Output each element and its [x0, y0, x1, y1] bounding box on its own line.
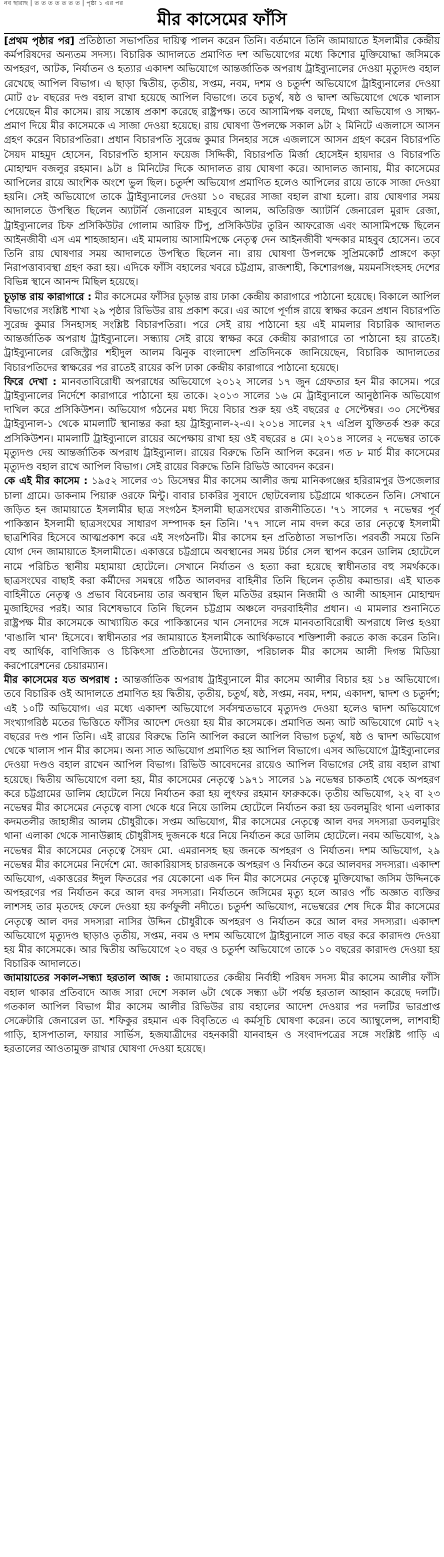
article-headline: মীর কাসেমের ফাঁসি [157, 10, 287, 30]
paragraph-lead: জামায়াতের সকাল-সন্ধ্যা হরতাল আজ : [4, 973, 169, 985]
paragraph-text: প্রতিষ্ঠাতা সভাপতির দায়িত্ব পালন করেন তিনি। বর্তমানে তিনি জামায়াতে ইসলামীর কেন্দ্রীয় কর্মপরিষদের অন্যতম সদস্য। বিচারিক আদালতে প্রমাণিত দশ অভিযোগের মধ্যে কিশোর মুক্তিযোদ্ধা জসিমকে অপহরণ, আটক, নির্যাতন ও হত্যার একাদশ অভিযোগে আন্তর্জাতিক অপরাধ ট্রাইব্যুনালের দেওয়া মৃত্যুদণ্ড বহাল রেখেছে আপিল বিভাগ। এ ছাড়া দ্বিতীয়, তৃতীয়, সপ্তম, নবম, দশম ও চতুর্দশ অভিযোগে ট্রাইব্যুনালের দেওয়া মোট ৫৮ বছরের দণ্ড বহাল রাখা হয়েছে আপিল বিভাগে। তবে চতুর্থ, ষষ্ঠ ও দ্বাদশ অভিযোগে থেকে খালাস পেয়েছেন মীর কাসেম। রায় সন্তোষ প্রকাশ করেছে রাষ্ট্রপক্ষ। তবে আসামিপক্ষ বলছে, মিথ্যা অভিযোগ ও সাক্ষ্য-প্রমাণ দিয়ে মীর কাসেমকে এ সাজা দেওয়া হয়েছে। রায় ঘোষণা উপলক্ষে সকাল ৯টা ২ মিনিটে এজলাসে আসন গ্রহণ করেন বিচারপতিরা। প্রধান বিচারপতি সুরেন্দ্র কুমার সিনহার সঙ্গে এজলাসে আসন গ্রহণ করেন বিচারপতি সৈয়দ মাহমুদ হোসেন, বিচারপতি হাসান ফয়েজ সিদ্দিকী, বিচারপতি মির্জা হোসেইন হায়দার ও বিচারপতি মোহাম্মদ বজলুর রহমান। ৯টা ৪ মিনিটের দিকে আদালত রায় ঘোষণা করে। আদালত জানায়, মীর কাসেমের আপিলের রায়ে আংশিক অংশে ভুল ছিল। চতুর্দশ অভিযোগ প্রমাণিত হলেও আপিলের রায়ে তাকে সাজা দেওয়া হয়নি। সেই অভিযোগে তাকে ট্রাইব্যুনালের দেওয়া ১০ বছরের সাজা বহাল রাখা হলো। রায় ঘোষণার সময় আদালতে উপস্থিত ছিলেন অ্যাটর্নি জেনারেল মাহবুবে আলম, অতিরিক্ত অ্যাটর্নি জেনারেল মুরাদ রেজা, ট্রাইব্যুনালের চিফ প্রসিকিউটর গোলাম আরিফ টিপু, প্রসিকিউটর তুরিন আফরোজ এবং আসামিপক্ষে ছিলেন আইনজীবী এস এম শাহজাহান। এই মামলায় আসামিপক্ষে নেতৃত্ব দেন আইনজীবী খন্দকার মাহবুব হোসেন। তবে তিনি রায় ঘোষণার সময় আদালতে উপস্থিত ছিলেন না। রায় ঘোষণা উপলক্ষে সুপ্রিমকোর্ট প্রাঙ্গণে কড়া নিরাপত্তাব্যবস্থা গ্রহণ করা হয়। এদিকে ফাঁসি বহালের খবরে চট্টগ্রাম, রাজশাহী, কিশোরগঞ্জ, ময়মনসিংহসহ দেশের বিভিন্ন স্থানে আনন্দ মিছিল হয়েছে। [4, 36, 440, 289]
article-paragraph-hartal [4, 972, 440, 1057]
paragraph-text: মানবতাবিরোধী অপরাধের অভিযোগে ২০১২ সালের ১৭ জুন গ্রেফতার হন মীর কাসেম। পরে ট্রাইব্যুনালের নির্দেশে কারাগারে পাঠানো হয় তাকে। ২০১৩ সালের ১৬ মে ট্রাইব্যুনালে আনুষ্ঠানিক অভিযোগ দাখিল করে প্রসিকিউশন। অভিযোগ গঠনের মধ্য দিয়ে বিচার শুরু হয় ওই বছরের ৫ সেপ্টেম্বর। ৩০ সেপ্টেম্বর ট্রাইব্যুনাল-১ থেকে মামলাটি স্থানান্তর করা হয় ট্রাইব্যুনাল-২-এ। ২০১৪ সালের ২৭ এপ্রিল যুক্তিতর্ক শুরু করে প্রসিকিউশন। মামলাটি ট্রাইব্যুনালে রায়ের অপেক্ষায় রাখা হয় ওই বছরের ৪ মে। ২০১৪ সালের ২ নভেম্বর তাকে মৃত্যুদণ্ড দেয় আন্তর্জাতিক অপরাধ ট্রাইব্যুনাল। রায়ের বিরুদ্ধে তিনি আপিল করেন। গত ৮ মার্চ মীর কাসেমের মৃত্যুদণ্ড বহাল রাখে আপিল বিভাগ। সেই রায়ের বিরুদ্ধে তিনি রিভিউ আবেদন করেন। [4, 376, 440, 474]
article-paragraph-verdict-to-jail [4, 291, 440, 376]
page-masthead: নব ছারাছ | ত ত ত ত ত ত ত | পৃষ্ঠা ১ এর পর [4, 0, 124, 7]
paragraph-text: ১৯৫২ সালের ৩১ ডিসেম্বর মীর কাসেম আলীর জন্ম মানিকগঞ্জের হরিরামপুর উপজেলার চালা গ্রামে। ডাকনাম পিয়ারু ওরফে মিন্টু। বাবার চাকরির সুবাদে ছোটবেলায় চট্টগ্রামে থাকতেন তিনি। সেখানে জড়িত হন জামায়াতে ইসলামীর ছাত্র সংগঠন ইসলামী ছাত্রসংঘের রাজনীতিতে। '৭১ সালের ৭ নভেম্বর পূর্ব পাকিস্তান ইসলামী ছাত্রসংঘের সাধারণ সম্পাদক হন তিনি। '৭৭ সালে নাম বদল করে তার নেতৃত্বে ইসলামী ছাত্রশিবির হিসেবে আত্মপ্রকাশ করে এই সংগঠনটি। মীর কাসেম হন প্রতিষ্ঠাতা সভাপতি। পরবর্তী সময়ে তিনি যোগ দেন জামায়াতে ইসলামীতে। একাত্তরে চট্টগ্রামে অবস্থানের সময় টর্চার সেল স্থাপন করেন ডালিম হোটেলে নামে পরিচিত স্থানীয় মহামায়া হোটেলে। সেখানে নির্যাতন ও হত্যা করা হয়েছে স্বাধীনতার বহু সমর্থককে। ছাত্রসংঘের বাছাই করা কর্মীদের সমন্বয়ে গঠিত আলবদর বাহিনীর তিনি ছিলেন তৃতীয় কমান্ডার। এই ঘাতক বাহিনীতে নেতৃত্ব ও প্রভাব বিবেচনায় তার অবস্থান ছিল মতিউর রহমান নিজামী ও আলী আহসান মোহাম্মদ মুজাহিদের পরই। আর বিশেষভাবে তিনি ছিলেন চট্টগ্রাম অঞ্চলে বদরবাহিনীর প্রধান। এ মামলার শুনানিতে রাষ্ট্রপক্ষ মীর কাসেমকে আখ্যায়িত করে পাকিস্তানের খান সেনাদের সঙ্গে মানবতাবিরোধী অপরাধে লিপ্ত হওয়া 'বাঙালি খান' হিসেবে। স্বাধীনতার পর জামায়াতে ইসলামীকে আর্থিকভাবে শক্তিশালী করতে কাজ করেন তিনি। বহু আর্থিক, বাণিজ্যিক ও চিকিৎসা প্রতিষ্ঠানের উদ্যোক্তা, পরিচালক মীর কাসেম আলী দিগন্ত মিডিয়া করপোরেশনের চেয়ারম্যান। [4, 476, 440, 672]
article-paragraph-timeline [4, 376, 440, 475]
article-paragraph-biography [4, 475, 440, 674]
paragraph-text: জামায়াতের কেন্দ্রীয় নির্বাহী পরিষদ সদস্য মীর কাসেম আলীর ফাঁসি বহাল থাকার প্রতিবাদে আজ সারা দেশে সকাল ৬টা থেকে সন্ধ্যা ৬টা পর্যন্ত হরতাল আহ্বান করেছে দলটি। গতকাল আপিল বিভাগ মীর কাসেম আলীর রিভিউর রায় বহালের আদেশ দেওয়ার পর দলটির ভারপ্রাপ্ত সেক্রেটারি জেনারেল ডা. শফিকুর রহমান এক বিবৃতিতে এ কর্মসূচি ঘোষণা করেন। তবে অ্যাম্বুলেন্স, লাশবাহী গাড়ি, হাসপাতাল, ফায়ার সার্ভিস, হজযাত্রীদের বহনকারী যানবাহন ও সংবাদপত্রের সঙ্গে সংশ্লিষ্ট গাড়ি এ হরতালের আওতামুক্ত রাখার ঘোষণা দেওয়া হয়েছে। [4, 973, 440, 1056]
paragraph-lead: [প্রথম পৃষ্ঠার পর] [4, 36, 75, 47]
paragraph-lead: ফিরে দেখা : [4, 376, 57, 388]
paragraph-lead: চূড়ান্ত রায় কারাগারে : [4, 291, 92, 303]
headline-divider [4, 33, 440, 34]
article-body [4, 35, 440, 1058]
paragraph-lead: মীর কাসেমের যত অপরাধ : [4, 675, 119, 687]
paragraph-text: মীর কাসেমের ফাঁসির চূড়ান্ত রায় ঢাকা কেন্দ্রীয় কারাগারে পাঠানো হয়েছে। বিকালে আপিল বিভাগের সংশ্লিষ্ট শাখা ২৯ পৃষ্ঠার রিভিউর রায় প্রকাশ করে। এর আগে পূর্ণাঙ্গ রায়ে স্বাক্ষর করেন প্রধান বিচারপতি সুরেন্দ্র কুমার সিনহাসহ সংশ্লিষ্ট বিচারপতিরা। পরে সেই রায় পাঠানো হয় এই মামলার বিচারিক আদালত আন্তর্জাতিক অপরাধ ট্রাইব্যুনালে। সন্ধ্যায় সেই রায়ে স্বাক্ষর করে কেন্দ্রীয় কারাগারে তা পাঠানো হয় রাতেই। ট্রাইব্যুনালের রেজিস্ট্রার শহীদুল আলম ঝিনুক বাংলাদেশ প্রতিদিনকে জানিয়েছেন, বিচারিক আদালতের বিচারপতিদের স্বাক্ষরের পর রাতেই রায়ের কপি ঢাকা কেন্দ্রীয় কারাগারে পাঠানো হয়েছে। [4, 291, 440, 374]
article-paragraph-intro [4, 35, 440, 291]
paragraph-text: আন্তর্জাতিক অপরাধ ট্রাইব্যুনালে মীর কাসেম আলীর বিচার হয় ১৪ অভিযোগে। তবে বিচারিক ওই আদালতে প্রমাণিত হয় দ্বিতীয়, তৃতীয়, চতুর্থ, ষষ্ঠ, সপ্তম, নবম, দশম, একাদশ, দ্বাদশ ও চতুর্দশ; এই ১০টি অভিযোগ। এর মধ্যে একাদশ অভিযোগে সর্বসম্মতভাবে মৃত্যুদণ্ড দেওয়া হলেও দ্বাদশ অভিযোগে সংখ্যাগরিষ্ঠ মতের ভিত্তিতে ফাঁসির আদেশ দেওয়া হয় মীর কাসেমকে। প্রমাণিত অন্য আট অভিযোগে মোট ৭২ বছরের দণ্ড পান তিনি। এই রায়ের বিরুদ্ধে তিনি আপিল করলে আপিল বিভাগ চতুর্থ, ষষ্ঠ ও দ্বাদশ অভিযোগ থেকে খালাস পান মীর কাসেম। অন্য সাত অভিযোগ প্রমাণিত হয় আপিল বিভাগে। এসব অভিযোগে ট্রাইব্যুনালের দেওয়া দণ্ডও বহাল রাখেন আপিল বিভাগ। রিভিউ আবেদনের রায়েও আপিল বিভাগের সেই রায় বহাল রাখা হয়েছে। দ্বিতীয় অভিযোগে বলা হয়, মীর কাসেমের নেতৃত্বে ১৯৭১ সালের ১৯ নভেম্বর চাকতাই থেকে অপহরণ করে চট্টগ্রামের ডালিম হোটেলে নিয়ে নির্যাতন করা হয় লুৎফর রহমান ফারুককে। তৃতীয় অভিযোগ, ২২ বা ২৩ নভেম্বর মীর কাসেমের নেতৃত্বে বাসা থেকে ধরে নিয়ে ডালিম হোটেলে নির্যাতন করা হয় ডবলমুরিং থানা এলাকার কদমতলীর জাহাঙ্গীর আলম চৌধুরীকে। সপ্তম অভিযোগ, মীর কাসেমের নেতৃত্বে আল বদর সদস্যরা ডবলমুরিং থানা এলাকা থেকে সানাউল্লাহ চৌধুরীসহ দুজনকে ধরে নিয়ে নির্যাতন করে ডালিম হোটেলে। নবম অভিযোগ, ২৯ নভেম্বর মীর কাসেমের নেতৃত্বে সৈয়দ মো. এমরানসহ ছয় জনকে অপহরণ ও নির্যাতন। দশম অভিযোগ, ২৯ নভেম্বর মীর কাসেমের নির্দেশে মো. জাকারিয়াসহ চারজনকে অপহরণ ও নির্যাতন করে আলবদর সদস্যরা। একাদশ অভিযোগ, একাত্তরের ঈদুল ফিতরের পর যেকোনো এক দিন মীর কাসেমের নেতৃত্বে মুক্তিযোদ্ধা জসিম উদ্দিনকে অপহরণের পর নির্যাতন করে আল বদর সদস্যরা। নির্যাতনে জসিমের মৃত্যু হলে আরও পাঁচ অজ্ঞাত ব্যক্তির লাশসহ তার মৃতদেহ ফেলে দেওয়া হয় কর্ণফুলী নদীতে। চতুর্দশ অভিযোগ, নভেম্বরের শেষ দিকে মীর কাসেমের নেতৃত্বে আল বদর সদস্যরা নাসির উদ্দিন চৌধুরীকে অপহরণ ও নির্যাতন করে আল বদর সদস্যরা। একাদশ অভিযোগে মৃত্যুদণ্ড ছাড়াও তৃতীয়, সপ্তম, নবম ও দশম অভিযোগে ট্রাইব্যুনালে সাত বছর করে কারাদণ্ড দেওয়া হয় মীর কাসেমকে। আর দ্বিতীয় অভিযোগে ২০ বছর ও চতুর্দশ অভিযোগে তাকে ১০ বছরের কারাদণ্ড দেওয়া হয় বিচারিক আদালতে। [4, 675, 440, 971]
paragraph-lead: কে এই মীর কাসেম : [4, 476, 88, 488]
article-paragraph-charges [4, 674, 440, 972]
